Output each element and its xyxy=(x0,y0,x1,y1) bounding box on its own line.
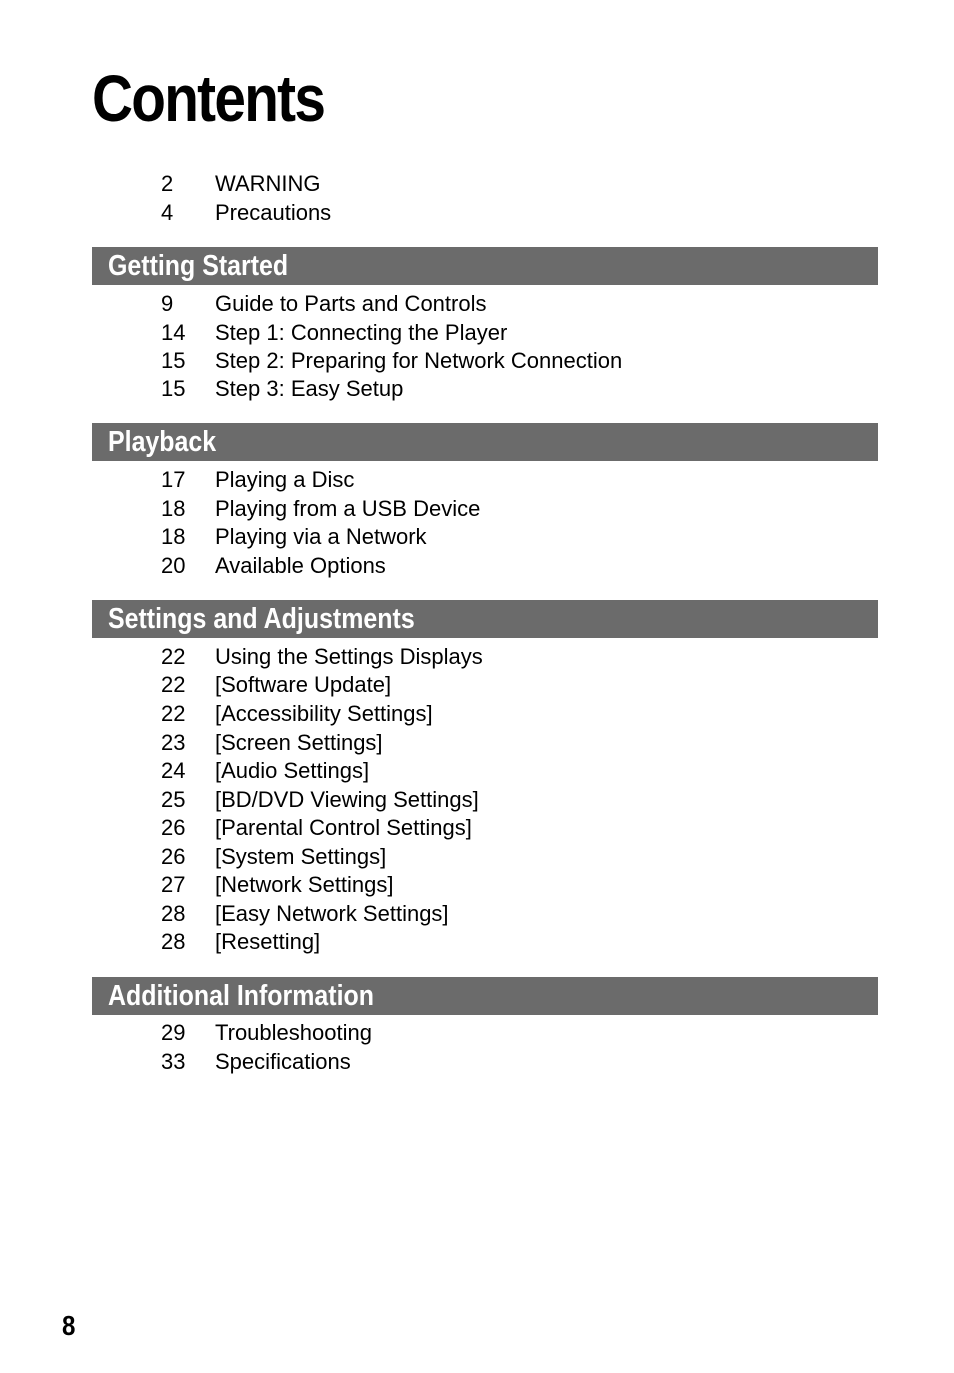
toc-entry-label: Using the Settings Displays xyxy=(215,644,483,669)
toc-page-number: 26 xyxy=(161,815,186,840)
toc-entry[interactable] xyxy=(0,1018,954,1047)
toc-entry[interactable] xyxy=(0,318,954,347)
toc-entry-label: Playing from a USB Device xyxy=(215,496,481,521)
section-heading: Playback xyxy=(108,426,217,458)
toc-entry[interactable] xyxy=(0,813,954,842)
toc-page-number: 25 xyxy=(161,787,186,812)
toc-entry-label: [Network Settings] xyxy=(215,872,394,897)
toc-entry-label: [Software Update] xyxy=(215,672,392,697)
toc-page-number: 23 xyxy=(161,730,186,755)
toc-page-number: 17 xyxy=(161,467,186,492)
toc-entry[interactable] xyxy=(0,465,954,494)
toc-entry-label: Playing a Disc xyxy=(215,467,355,492)
toc-entry[interactable] xyxy=(0,551,954,580)
section-heading: Getting Started xyxy=(108,250,289,282)
toc-page-number: 18 xyxy=(161,496,186,521)
toc-page-number: 26 xyxy=(161,844,186,869)
toc-entry[interactable] xyxy=(0,169,954,198)
toc-page-number: 14 xyxy=(161,320,186,345)
toc-entry[interactable] xyxy=(0,198,954,227)
toc-entry[interactable] xyxy=(0,374,954,403)
toc-entry[interactable] xyxy=(0,785,954,814)
toc-entry[interactable] xyxy=(0,670,954,699)
toc-entry-label: WARNING xyxy=(215,171,321,196)
toc-entry[interactable] xyxy=(0,870,954,899)
toc-page-number: 15 xyxy=(161,376,186,401)
toc-entry[interactable] xyxy=(0,927,954,956)
toc-entry[interactable] xyxy=(0,1047,954,1076)
toc-entry-label: Playing via a Network xyxy=(215,524,427,549)
page-title: Contents xyxy=(92,61,325,135)
toc-entry-label: [Resetting] xyxy=(215,929,321,954)
section-header-settings-and-adjustments xyxy=(92,600,878,638)
toc-page-number: 18 xyxy=(161,524,186,549)
toc-page-number: 2 xyxy=(161,171,174,196)
toc-entry-label: [Parental Control Settings] xyxy=(215,815,472,840)
toc-page-number: 33 xyxy=(161,1049,186,1074)
toc-entry-label: Troubleshooting xyxy=(215,1020,372,1045)
toc-entry[interactable] xyxy=(0,842,954,871)
toc-entry[interactable] xyxy=(0,346,954,375)
toc-page-number: 22 xyxy=(161,701,186,726)
toc-page-number: 15 xyxy=(161,348,186,373)
toc-entry-label: [Audio Settings] xyxy=(215,758,370,783)
toc-page-number: 27 xyxy=(161,872,186,897)
toc-page-number: 24 xyxy=(161,758,186,783)
toc-page-number: 9 xyxy=(161,291,174,316)
toc-entry-label: Specifications xyxy=(215,1049,351,1074)
toc-entry-label: Guide to Parts and Controls xyxy=(215,291,487,316)
toc-entry[interactable] xyxy=(0,494,954,523)
toc-entry-label: Step 2: Preparing for Network Connection xyxy=(215,348,623,373)
toc-entry-label: [Accessibility Settings] xyxy=(215,701,433,726)
section-header-getting-started xyxy=(92,247,878,285)
toc-page-number: 28 xyxy=(161,901,186,926)
toc-entry[interactable] xyxy=(0,289,954,318)
toc-page-number: 29 xyxy=(161,1020,186,1045)
toc-page-number: 22 xyxy=(161,672,186,697)
section-heading: Additional Information xyxy=(108,980,375,1012)
toc-entry[interactable] xyxy=(0,899,954,928)
toc-entry[interactable] xyxy=(0,699,954,728)
section-header-playback xyxy=(92,423,878,461)
toc-entry-label: [Screen Settings] xyxy=(215,730,383,755)
toc-page-number: 4 xyxy=(161,200,174,225)
toc-page-number: 20 xyxy=(161,553,186,578)
toc-entry-label: [Easy Network Settings] xyxy=(215,901,449,926)
toc-page-number: 28 xyxy=(161,929,186,954)
toc-entry-label: [System Settings] xyxy=(215,844,387,869)
toc-entry[interactable] xyxy=(0,756,954,785)
toc-entry[interactable] xyxy=(0,522,954,551)
toc-page-number: 22 xyxy=(161,644,186,669)
page-number: 8 xyxy=(62,1310,76,1341)
toc-entry[interactable] xyxy=(0,728,954,757)
toc-entry[interactable] xyxy=(0,642,954,671)
toc-entry-label: Step 1: Connecting the Player xyxy=(215,320,508,345)
toc-entry-label: Available Options xyxy=(215,553,386,578)
toc-entry-label: [BD/DVD Viewing Settings] xyxy=(215,787,479,812)
section-heading: Settings and Adjustments xyxy=(108,603,415,635)
toc-entry-label: Step 3: Easy Setup xyxy=(215,376,404,401)
toc-entry-label: Precautions xyxy=(215,200,332,225)
section-header-additional-information xyxy=(92,977,878,1015)
